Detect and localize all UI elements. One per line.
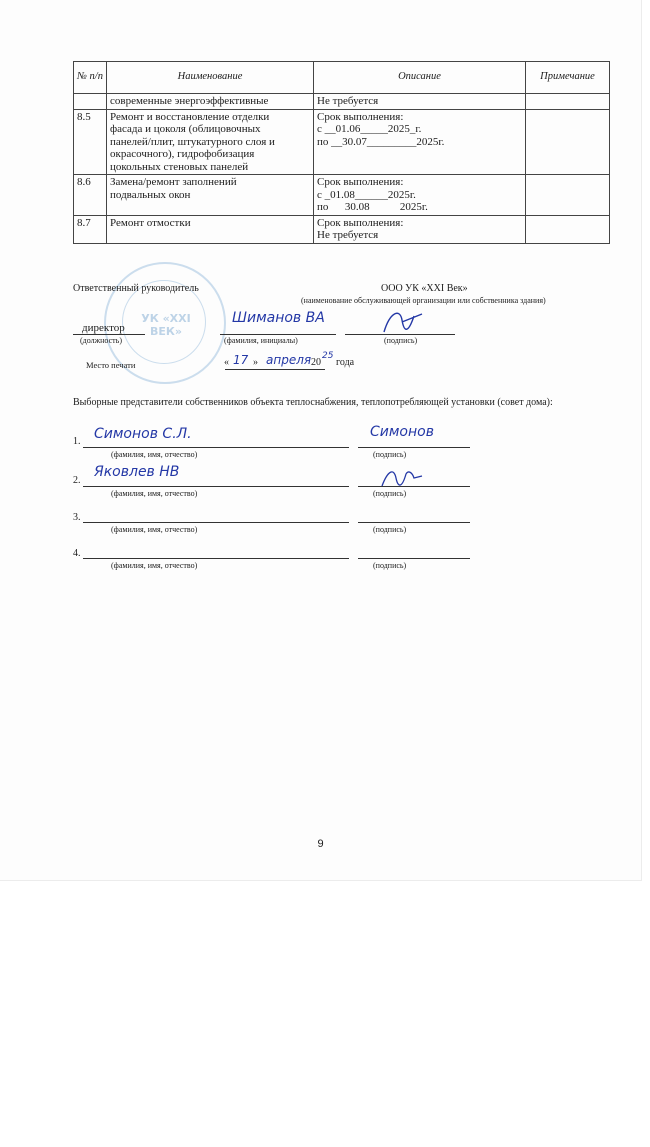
row-note	[526, 94, 610, 110]
date-open-quote: «	[224, 357, 229, 368]
representative-number: 1.	[73, 436, 81, 447]
organization-caption: (наименование обслуживающей организации или собственника здания)	[301, 296, 546, 305]
row-name: Замена/ремонт заполнений подвальных окон	[107, 175, 314, 216]
representative-1-signature: Симонов	[370, 424, 434, 440]
handwritten-responsible-name: Шиманов ВА	[232, 310, 325, 326]
row-note	[526, 175, 610, 216]
fio-caption: (фамилия, имя, отчество)	[111, 561, 198, 570]
date-month: апреля	[266, 353, 312, 367]
date-year-suffix: 25	[322, 351, 334, 361]
row-num: 8.7	[74, 215, 107, 243]
date-close-quote: »	[253, 357, 258, 368]
fio-caption: (фамилия, имя, отчество)	[111, 450, 198, 459]
position-caption: (должность)	[80, 336, 122, 345]
representative-1-name: Симонов С.Л.	[94, 426, 192, 442]
header-description: Описание	[314, 62, 526, 94]
representative-2-name: Яковлев НВ	[94, 464, 180, 480]
table-row	[74, 94, 610, 110]
row-note	[526, 109, 610, 175]
row-num: 8.6	[74, 175, 107, 216]
representative-number: 3.	[73, 512, 81, 523]
name-caption: (фамилия, инициалы)	[224, 336, 298, 345]
sign-caption: (подпись)	[373, 525, 407, 534]
row-num: 8.5	[74, 109, 107, 175]
representative-number: 2.	[73, 475, 81, 486]
row-num	[74, 94, 107, 110]
header-num: № п/п	[74, 62, 107, 94]
row-name: Ремонт отмостки	[107, 215, 314, 243]
works-table	[73, 61, 610, 244]
date-day: 17	[233, 353, 249, 367]
header-name: Наименование	[107, 62, 314, 94]
organization-name: ООО УК «XXI Век»	[381, 283, 468, 294]
row-name: современные энергоэффективные	[107, 94, 314, 110]
date-year-prefix: 20	[311, 357, 321, 368]
table-row	[74, 175, 610, 216]
signature-caption: (подпись)	[384, 336, 418, 345]
seal-place-label: Место печати	[86, 360, 136, 370]
table-row	[74, 109, 610, 175]
representative-2-signature	[378, 464, 424, 492]
row-description: Срок выполнения: Не требуется	[314, 215, 526, 243]
row-name: Ремонт и восстановление отделки фасада и цоколя (облицовочных панелей/плит, штукатурного слоя и окрасочного), гидрофобизация цокольных стеновых панелей	[107, 109, 314, 175]
representatives-intro: Выборные представители собственников объекта теплоснабжения, теплопотребляющей установки (совет дома):	[73, 397, 553, 408]
table-row	[74, 215, 610, 243]
sign-caption: (подпись)	[373, 489, 407, 498]
responsible-signature	[378, 304, 426, 340]
row-description: Не требуется	[314, 94, 526, 110]
representative-number: 4.	[73, 548, 81, 559]
fio-caption: (фамилия, имя, отчество)	[111, 489, 198, 498]
position-value: директор	[82, 322, 125, 334]
row-description: Срок выполнения: с __01.06_____2025_г. по __30.07_________2025г.	[314, 109, 526, 175]
row-description: Срок выполнения: с _01.08______2025г. по 30.08 2025г.	[314, 175, 526, 216]
header-note: Примечание	[526, 62, 610, 94]
responsible-label: Ответственный руководитель	[73, 283, 199, 294]
sign-caption: (подпись)	[373, 450, 407, 459]
fio-caption: (фамилия, имя, отчество)	[111, 525, 198, 534]
date-word: года	[336, 357, 355, 368]
seal-text: УК «XXI ВЕК»	[141, 312, 191, 338]
sign-caption: (подпись)	[373, 561, 407, 570]
row-note	[526, 215, 610, 243]
page-number: 9	[317, 838, 324, 850]
